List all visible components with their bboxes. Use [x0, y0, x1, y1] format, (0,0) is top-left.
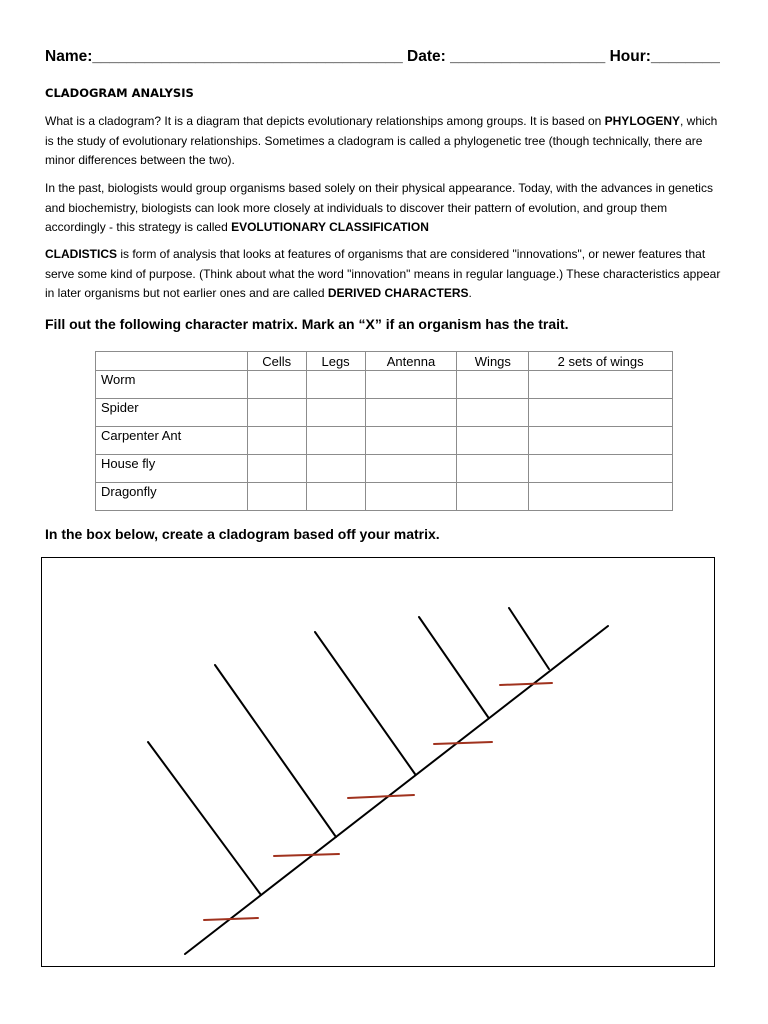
trait-cell[interactable] — [306, 427, 365, 455]
trait-cell[interactable] — [457, 399, 529, 427]
para3-text-1: is form of analysis that looks at features of organisms that are considered "innovations", or newer features that serve some kind of purpose. (Think about what the word "innovation" means in regular language.) These characteristics appear in later organisms but not earlier ones and are called — [45, 247, 721, 300]
matrix-header-row — [96, 352, 673, 371]
term-phylogeny: PHYLOGENY — [604, 114, 680, 128]
trait-cell[interactable] — [365, 427, 457, 455]
trait-cell[interactable] — [365, 455, 457, 483]
trait-mark — [204, 918, 258, 920]
table-row — [96, 399, 673, 427]
term-cladistics: CLADISTICS — [45, 247, 117, 261]
cladogram-branch — [148, 742, 261, 895]
student-info-header — [45, 48, 725, 66]
trait-mark — [434, 742, 492, 744]
column-header: Cells — [247, 352, 306, 371]
trait-cell[interactable] — [529, 427, 673, 455]
organism-name: Spider — [96, 399, 248, 427]
trait-cell[interactable] — [306, 371, 365, 399]
cladogram-branch — [215, 665, 336, 837]
para2-text-1: In the past, biologists would group organisms based solely on their physical appearance. Today, with the advances in genetics and biochemistry, biologists can look more closely at individuals to discover their pattern of evolution, and group them accordingly - this strategy is called — [45, 181, 713, 234]
date-field[interactable]: __________________ — [450, 48, 606, 65]
trait-cell[interactable] — [365, 483, 457, 511]
table-row — [96, 483, 673, 511]
trait-cell[interactable] — [365, 399, 457, 427]
trait-cell[interactable] — [529, 371, 673, 399]
trait-cell[interactable] — [457, 427, 529, 455]
date-label: Date: — [407, 48, 446, 65]
trait-cell[interactable] — [247, 455, 306, 483]
trait-cell[interactable] — [457, 371, 529, 399]
character-matrix — [95, 351, 673, 511]
para1-text-2: , which is the study of evolutionary relationships. Sometimes a cladogram is called a phylogenetic tree (though technically, there are minor differences between the two). — [45, 114, 718, 167]
column-header: Legs — [306, 352, 365, 371]
trait-cell[interactable] — [247, 427, 306, 455]
hour-field[interactable]: ________ — [650, 48, 720, 65]
trait-mark — [274, 854, 339, 856]
name-label: Name: — [45, 48, 93, 65]
para1-text-1: What is a cladogram? It is a diagram that depicts evolutionary relationships among groups. It is based on — [45, 114, 605, 128]
cladogram-branch — [509, 608, 549, 669]
matrix-instruction: Fill out the following character matrix. Mark an “X” if an organism has the trait. — [45, 316, 569, 332]
table-row — [96, 427, 673, 455]
trait-cell[interactable] — [306, 483, 365, 511]
hour-label: Hour: — [609, 48, 651, 65]
paragraph-cladistics — [45, 245, 725, 304]
column-header: Antenna — [365, 352, 457, 371]
trait-cell[interactable] — [529, 399, 673, 427]
para3-text-2: . — [468, 286, 472, 300]
table-row — [96, 371, 673, 399]
term-evolutionary-classification: EVOLUTIONARY CLASSIFICATION — [231, 220, 429, 234]
trait-mark — [500, 683, 552, 685]
trait-mark — [348, 795, 414, 798]
matrix-corner-cell — [96, 352, 248, 371]
trait-cell[interactable] — [457, 455, 529, 483]
trait-cell[interactable] — [306, 399, 365, 427]
name-field[interactable]: ____________________________________ — [92, 48, 403, 65]
trait-cell[interactable] — [529, 455, 673, 483]
cladogram-main-branch — [185, 626, 608, 954]
organism-name: Carpenter Ant — [96, 427, 248, 455]
trait-cell[interactable] — [529, 483, 673, 511]
cladogram-branch — [419, 617, 488, 717]
organism-name: Dragonfly — [96, 483, 248, 511]
cladogram-diagram — [42, 558, 716, 968]
paragraph-cladogram-definition — [45, 112, 725, 171]
term-derived-characters: DERIVED CHARACTERS — [327, 286, 469, 300]
column-header: 2 sets of wings — [529, 352, 673, 371]
column-header: Wings — [457, 352, 529, 371]
trait-cell[interactable] — [306, 455, 365, 483]
organism-name: House fly — [96, 455, 248, 483]
paragraph-evolutionary-classification — [45, 179, 725, 238]
cladogram-instruction: In the box below, create a cladogram based off your matrix. — [45, 526, 440, 542]
table-row — [96, 455, 673, 483]
trait-cell[interactable] — [247, 371, 306, 399]
cladogram-drawing-box[interactable] — [41, 557, 715, 967]
trait-cell[interactable] — [365, 371, 457, 399]
trait-cell[interactable] — [457, 483, 529, 511]
cladogram-branch — [315, 632, 415, 774]
trait-cell[interactable] — [247, 483, 306, 511]
organism-name: Worm — [96, 371, 248, 399]
section-title: CLADOGRAM ANALYSIS — [45, 86, 194, 100]
trait-cell[interactable] — [247, 399, 306, 427]
